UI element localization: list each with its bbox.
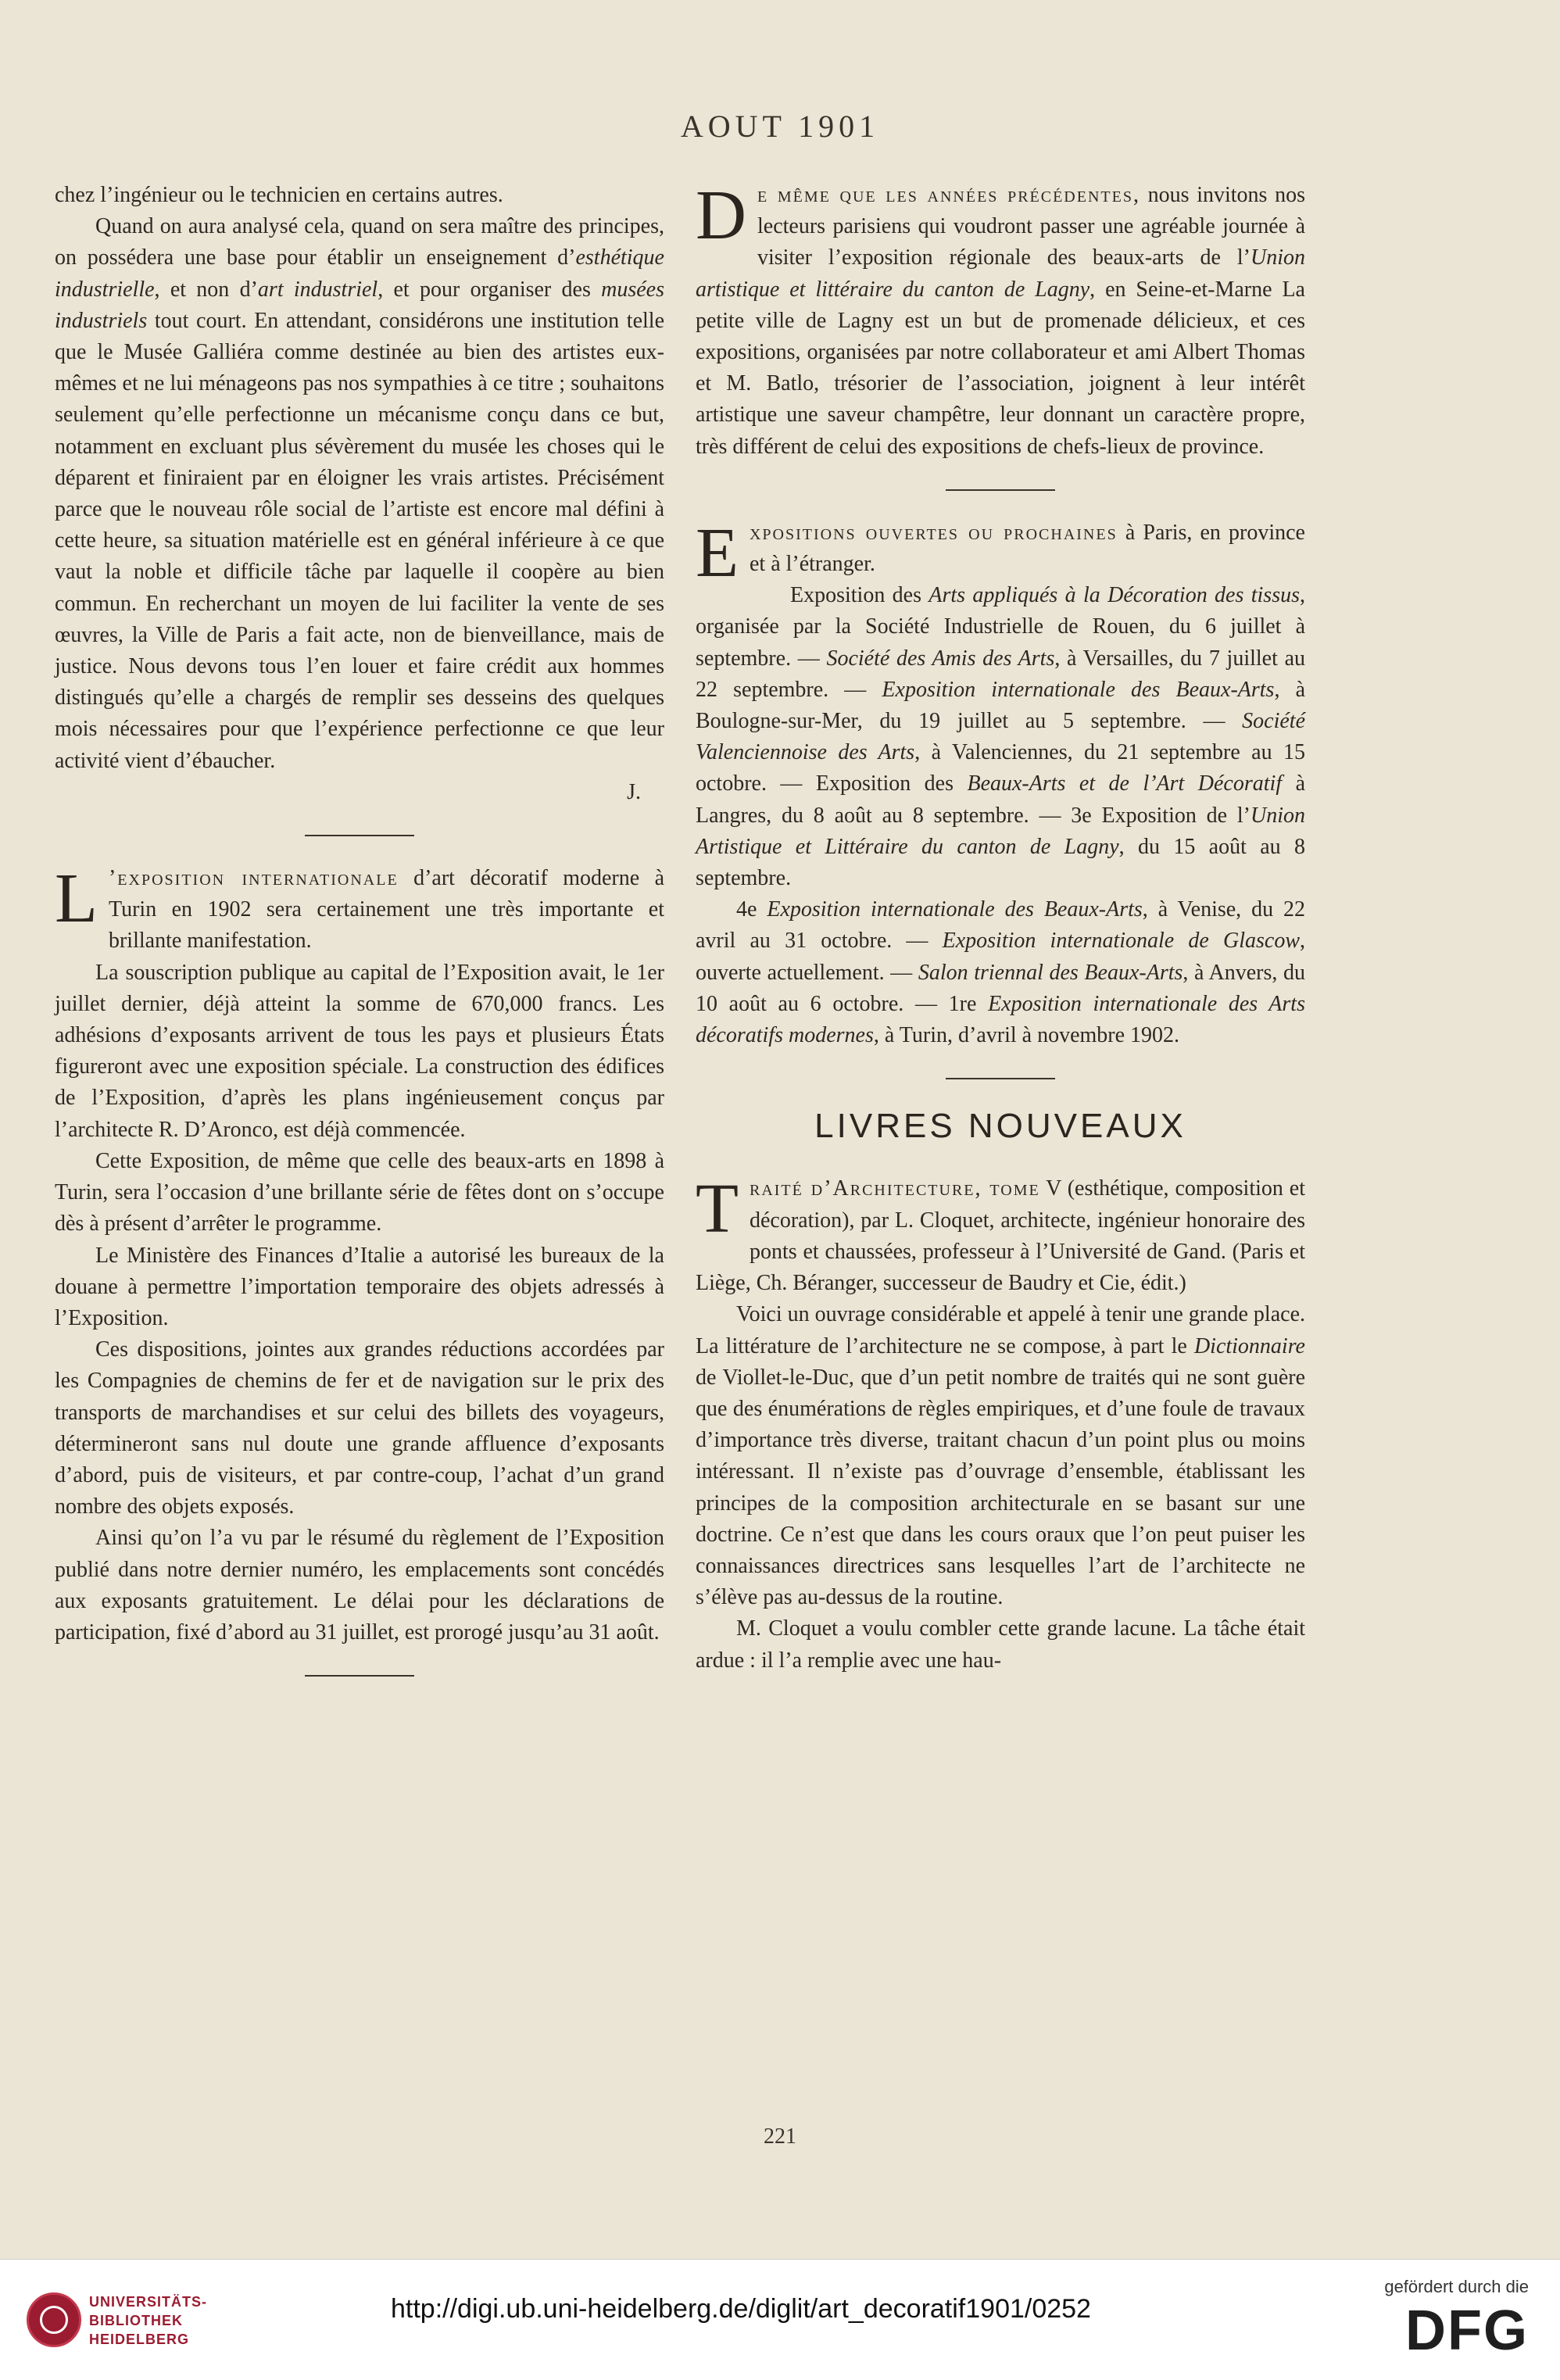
drop-cap: D [696, 177, 746, 254]
dfg-logo[interactable] [1357, 2277, 1529, 2364]
divider [305, 1675, 414, 1677]
funding-label: gefördert durch die [1384, 2277, 1529, 2296]
paragraph: Ces dispositions, jointes aux grandes réductions accordées par les Compagnies de chemins de fer et de navigation sur le prix des transports de marchandises et sur celui des billets des voyageurs, détermineront sans nul doute une grande affluence d’exposants d’abord, puis de visiteurs, et par contre-coup, l’achat d’un grand nombre des objets exposés. [55, 1337, 664, 1519]
paragraph: Traité d’Architecture, tome V (esthétique, composition et décoration), par L. Cloquet, architecte, ingénieur honoraire des ponts et chaussées, professeur à l’Université de Gand. (Paris et Liège, Ch. Béranger, successeur de Baudry et Cie, édit.) [696, 1170, 1306, 1296]
paragraph: La souscription publique au capital de l’Exposition avait, le 1er juillet dernier, déjà atteint la somme de 670,000 francs. Les adhésions d’exposants arrivent de tous les pays et plusieurs États figureront avec une exposition spéciale. La construction des édifices de l’Exposition, d’après les plans ingénieusement conçus par l’architecte R. D’Aronco, est déjà commencée. [55, 960, 664, 1142]
permalink-url[interactable]: http://digi.ub.uni-heidelberg.de/diglit/art_decoratif1901/0252 [391, 2294, 1091, 2324]
signature: J. [627, 779, 641, 804]
library-logo[interactable] [27, 2292, 230, 2355]
library-name: UNIVERSITÄTS- BIBLIOTHEK HEIDELBERG [89, 2294, 208, 2347]
page-number: 221 [764, 2124, 796, 2149]
paragraph: 4e Exposition internationale des Beaux-Arts, à Venise, du 22 avril au 31 octobre. — Exposition internationale de Glascow, ouverte actuellement. — Salon triennal des Beaux-Arts, à Anvers, du 10 août au 6 octobre. — 1re Exposition internationale des Arts décoratifs modernes, à Turin, d’avril à novembre 1902. [696, 897, 1305, 1048]
drop-cap: L [55, 860, 98, 938]
university-seal-icon [27, 2292, 81, 2347]
paragraph: Voici un ouvrage considérable et appelé à tenir une grande place. La littérature de l’architecture ne se compose, à part le Dictionnaire de Viollet-le-Duc, que d’un petit nombre de traités qui ne sont guère que des énumérations de règles empiriques, et d’une foule de travaux d’importance très diverse, traitant chacun d’un point plus ou moins intéressant. Il n’existe pas d’ouvrage d’ensemble, établissant les principes de la composition architecturale en se basant sur une doctrine. Ce n’est que dans les cours oraux que l’on peut puiser les connaissances directrices sans lesquelles l’art de l’architecte ne s’élève pas au-dessus de la routine. [696, 1302, 1305, 1610]
paragraph: Expositions ouvertes ou prochaines à Paris, en province et à l’étranger. [696, 514, 1305, 592]
paragraph: chez l’ingénieur ou le technicien en certains autres. [55, 183, 503, 207]
divider [946, 489, 1055, 491]
section-title: LIVRES NOUVEAUX [814, 1107, 1186, 1146]
paragraph: L ’exposition internationale d’art décoratif moderne à Turin en 1902 sera certainement une très importante et brillante manifestation. [55, 860, 664, 954]
right-column [696, 177, 1306, 1677]
drop-cap: E [696, 514, 739, 592]
page-header: AOUT 1901 [680, 109, 880, 144]
paragraph: Cette Exposition, de même que celle des beaux-arts en 1898 à Turin, sera l’occasion d’une brillante série de fêtes dont on s’occupe dès à présent d’arrêter le programme. [55, 1148, 664, 1237]
divider [946, 1078, 1055, 1079]
footer-bar [0, 2259, 1560, 2380]
paragraph: M. Cloquet a voulu combler cette grande lacune. La tâche était ardue : il l’a remplie avec une hau- [696, 1616, 1305, 1673]
paragraph: Ainsi qu’on l’a vu par le résumé du règlement de l’Exposition publié dans notre dernier numéro, les emplacements sont concédés aux exposants gratuitement. Le délai pour les déclarations de participation, fixé d’abord au 31 juillet, est prorogé jusqu’au 31 août. [55, 1526, 664, 1645]
paragraph: De même que les années précédentes, nous invitons nos lecteurs parisiens qui voudront passer une agréable journée à visiter l’exposition régionale des beaux-arts de l’Union artistique et littéraire du canton de Lagny, en Seine-et-Marne La petite ville de Lagny est un but de promenade délicieux, et ces expositions, organisées par notre collaborateur et ami Albert Thomas et M. Batlo, trésorier de l’association, joignent à leur intérêt artistique une saveur champêtre, leur donnant un caractère propre, très différent de celui des expositions de chefs-lieux de province. [696, 177, 1305, 459]
divider [305, 835, 414, 836]
paragraph: Exposition des Arts appliqués à la Décoration des tissus, organisée par la Société Industrielle de Rouen, du 6 juillet à septembre. — Société des Amis des Arts, à Versailles, du 7 juillet au 22 septembre. — Exposition internationale des Beaux-Arts, à Boulogne-sur-Mer, du 19 juillet au 5 septembre. — Société Valenciennoise des Arts, à Valenciennes, du 21 septembre au 15 octobre. — Exposition des Beaux-Arts et de l’Art Décoratif à Langres, du 8 août au 8 septembre. — 3e Exposition de l’Union Artistique et Littéraire du canton de Lagny, du 15 août au 8 septembre. [696, 583, 1305, 891]
left-column [55, 180, 664, 1703]
paragraph: Le Ministère des Finances d’Italie a autorisé les bureaux de la douane à permettre l’importation temporaire des objets adressés à l’Exposition. [55, 1243, 664, 1330]
drop-cap: T [696, 1170, 739, 1248]
paragraph: Quand on aura analysé cela, quand on sera maître des principes, on possédera une base pour établir un enseignement d’esthétique industrielle, et non d’art industriel, et pour organiser des musées industriels tout court. En attendant, considérons une institution telle que le Musée Galliéra comme destinée au bien des artistes eux-mêmes et ne lui ménageons pas nos sympathies à ce titre ; souhaitons seulement qu’elle perfectionne un mécanisme conçu dans ce but, notamment en excluant plus sévèrement du musée les choses qui le déparent et finiraient par en éloigner les vrais artistes. Précisément parce que le nouveau rôle social de l’artiste est encore mal défini à cette heure, sa situation matérielle est en général inférieure à ce que vaut la noble et difficile tâche par laquelle il coopère au bien commun. En recherchant un moyen de lui faciliter la vente de ses œuvres, la Ville de Paris a fait acte, non de bienveillance, mais de justice. Nous devons tous l’en louer et faire crédit aux hommes distingués qu’elle a chargés de remplir ses desseins des quelques mois nécessaires pour que l’expérience perfectionne ce que leur activité vient d’ébaucher. [55, 214, 665, 773]
dfg-wordmark: DFG [1405, 2299, 1529, 2362]
